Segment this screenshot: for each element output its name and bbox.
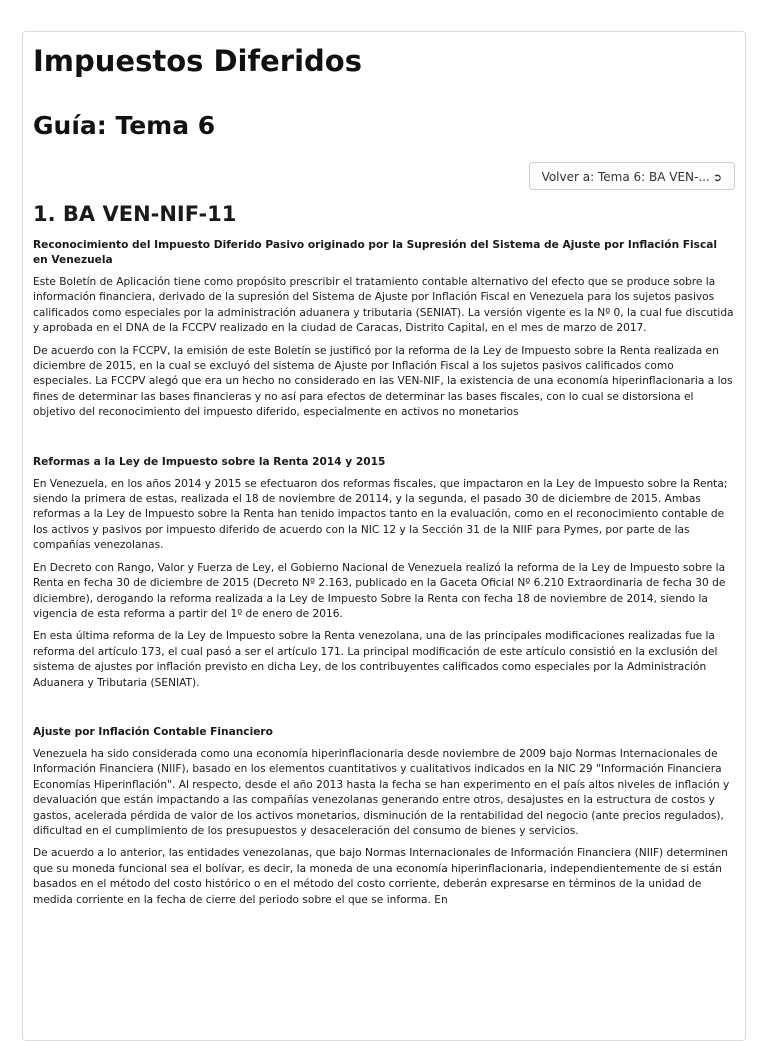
paragraph: Este Boletín de Aplicación tiene como propósito prescribir el tratamiento contable alternativo del efecto que se produce sobre la información financiera, derivado de la supresión del Sistema de Ajuste por Inflación Fiscal en Venezuela para los sujetos pasivos calificados como especiales por la administración aduanera y tributaria (SENIAT). La versión vigente es la Nº 0, la cual fue discutida y aprobada en el DNA de la FCCPV realizado en la ciudad de Caracas, Distrito Capital, en el mes de marzo de 2017. — [33, 276, 734, 335]
paragraph: En Venezuela, en los años 2014 y 2015 se efectuaron dos reformas fiscales, que impactaron en la Ley de Impuesto sobre la Renta; siendo la primera de estas, realizada el 18 de noviembre de 20114, y la segunda, el pasado 30 de diciembre de 2015. Ambas reformas a la Ley de Impuesto sobre la Renta han tenido impactos tanto en la evaluación, como en el reconocimiento contable de los activos y pasivos por impuesto diferido de acuerdo con la NIC 12 y la Sección 31 de la NIIF para Pymes, por parte de las compañías venezolanas. — [33, 477, 728, 552]
document-body — [23, 32, 745, 908]
sign-in-arrow-icon: ➲ — [712, 171, 722, 184]
page-title: Impuestos Diferidos — [33, 44, 362, 78]
section-heading: Ajuste por Inflación Contable Financiero — [33, 725, 273, 738]
page-subtitle: Guía: Tema 6 — [33, 111, 216, 140]
spacer — [33, 691, 735, 717]
paragraph: En esta última reforma de la Ley de Impuesto sobre la Renta venezolana, una de las principales modificaciones realizadas fue la reforma del artículo 173, el cual pasó a ser el artículo 171. La principal modificación de este artículo consistió en la exclusión del sistema de ajustes por inflación previsto en dicha Ley, de los contribuyentes calificados como especiales por la Administración Aduanera y Tributaria (SENIAT). — [33, 630, 718, 689]
paragraph: En Decreto con Rango, Valor y Fuerza de Ley, el Gobierno Nacional de Venezuela realizó la reforma de la Ley de Impuesto sobre la Renta en fecha 30 de diciembre de 2015 (Decreto Nº 2.163, publicado en la Gaceta Oficial Nº 6.210 Extraordinaria de fecha 30 de diciembre), derogando la reforma realizada a la Ley de Impuesto Sobre la Renta con fecha 18 de noviembre de 2014, siendo la vigencia de esta reforma a partir del 1º de enero de 2016. — [33, 561, 726, 620]
section-heading: Reformas a la Ley de Impuesto sobre la Renta 2014 y 2015 — [33, 455, 386, 468]
document-card — [22, 31, 746, 1041]
back-button[interactable] — [529, 162, 735, 190]
spacer — [33, 421, 735, 447]
back-button-label: Volver a: Tema 6: BA VEN-... — [541, 170, 710, 184]
section-heading: Reconocimiento del Impuesto Diferido Pasivo originado por la Supresión del Sistema de Ajuste por Inflación Fiscal en Venezuela — [33, 239, 718, 266]
paragraph: De acuerdo con la FCCPV, la emisión de este Boletín se justificó por la reforma de la Ley de Impuesto sobre la Renta realizada en diciembre de 2015, en la cual se excluyó del sistema de Ajuste por Inflación Fiscal a los sujetos pasivos calificados como especiales. La FCCPV alegó que era un hecho no considerado en las VEN-NIF, la existencia de una economía hiperinflacionaria a los fines de determinar las bases financieras y no así para efectos de determinar las bases fiscales, con lo cual se distorsiona el objetivo del reconocimiento del impuesto diferido, especialmente en activos no monetarios — [33, 344, 733, 419]
paragraph: Venezuela ha sido considerada como una economía hiperinflacionaria desde noviembre de 2009 bajo Normas Internacionales de Información Financiera (NIIF), basado en los elementos cuantitativos y cualitativos indicados en la NIC 29 "Información Financiera Economías Hiperinflación". Al respecto, desde el año 2013 hasta la fecha se han experimento en el país altos niveles de inflación y devaluación que están impactando a las compañías venezolanas generando entre otros, desajustes en la estructura de costos y gastos, acelerada pérdida de valor de los activos monetarios, disminución de la rentabilidad del negocio (ante precios regulados), dificultad en el cumplimiento de los presupuestos y desaceleración del consumo de bienes y servicios. — [33, 747, 730, 837]
back-row — [33, 162, 735, 192]
section-title: 1. BA VEN-NIF-11 — [33, 202, 237, 226]
paragraph: De acuerdo a lo anterior, las entidades venezolanas, que bajo Normas Internacionales de Información Financiera (NIIF) determinen que su moneda funcional sea el bolívar, es decir, la moneda de una economía hiperinflacionaria, independientemente de si están basados en el método del costo histórico o en el método del costo corriente, deberán expresarse en términos de la unidad de medida corriente en la fecha de cierre del periodo sobre el que se informa. En — [33, 847, 728, 906]
